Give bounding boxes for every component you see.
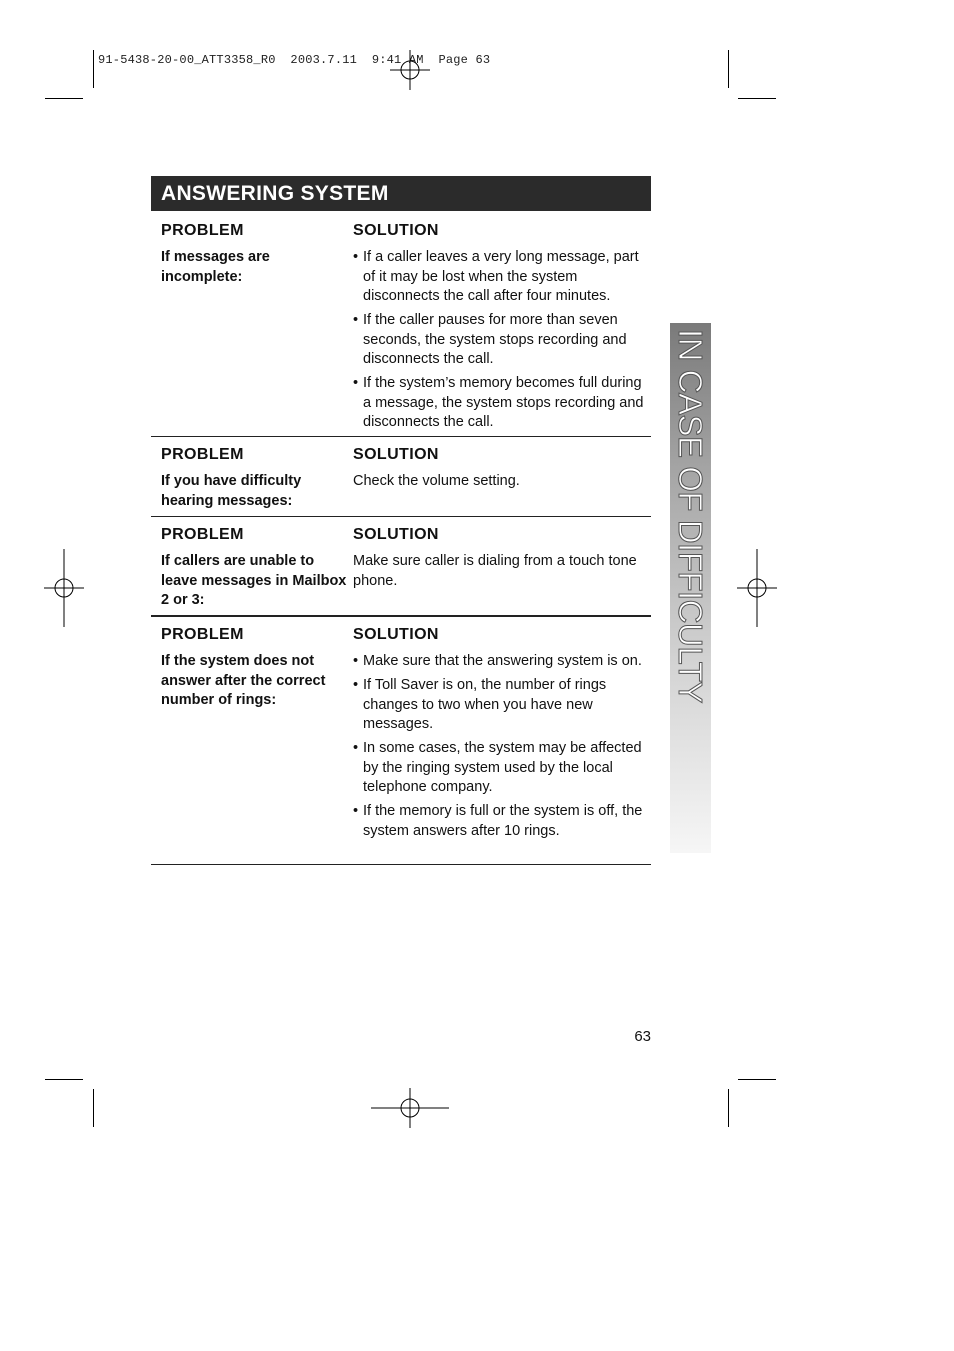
solution-label: SOLUTION bbox=[353, 446, 439, 463]
solution-text: Check the volume setting. bbox=[353, 473, 520, 489]
crop-mark bbox=[45, 1079, 83, 1080]
solution-label: SOLUTION bbox=[353, 526, 439, 543]
problem-text: If messages are incomplete: bbox=[161, 249, 270, 285]
crop-mark bbox=[93, 1089, 94, 1127]
troubleshooting-row bbox=[151, 446, 651, 514]
registration-mark-icon bbox=[371, 1088, 449, 1128]
row-divider bbox=[151, 864, 651, 865]
solution-item: • If Toll Saver is on, the number of rings changes to two when you have new messages. bbox=[353, 676, 653, 735]
crop-mark bbox=[738, 98, 776, 99]
row-divider bbox=[151, 516, 651, 517]
solution-item: • If a caller leaves a very long message, part of it may be lost when the system disconnects the call after four minutes. bbox=[353, 248, 653, 307]
problem-text: If you have difficulty hearing messages: bbox=[161, 473, 302, 509]
problem-label: PROBLEM bbox=[161, 446, 244, 463]
section-header: ANSWERING SYSTEM bbox=[151, 176, 651, 211]
solution-item: • If the caller pauses for more than seven seconds, the system stops recording and disconnects the call. bbox=[353, 311, 653, 370]
problem-label: PROBLEM bbox=[161, 222, 244, 239]
solution-list bbox=[353, 652, 653, 846]
solution-item: • If the system’s memory becomes full during a message, the system stops recording and disconnects the call. bbox=[353, 374, 653, 433]
problem-text: If the system does not answer after the correct number of rings: bbox=[161, 653, 326, 708]
solution-text: Make sure caller is dialing from a touch tone phone. bbox=[353, 553, 637, 589]
solution-list bbox=[353, 248, 653, 437]
solution-label: SOLUTION bbox=[353, 626, 439, 643]
troubleshooting-row bbox=[151, 626, 651, 862]
troubleshooting-row bbox=[151, 526, 651, 614]
crop-mark bbox=[45, 98, 83, 99]
registration-mark-icon bbox=[44, 549, 84, 627]
solution-item: • If the memory is full or the system is off, the system answers after 10 rings. bbox=[353, 802, 653, 841]
crop-mark bbox=[728, 50, 729, 88]
row-divider bbox=[151, 436, 651, 437]
registration-mark-icon bbox=[390, 50, 430, 90]
crop-mark bbox=[738, 1079, 776, 1080]
row-divider bbox=[151, 615, 651, 617]
registration-mark-icon bbox=[737, 549, 777, 627]
page-number: 63 bbox=[634, 1028, 651, 1045]
solution-item: • Make sure that the answering system is on. bbox=[353, 652, 653, 672]
side-tab-title: IN CASE OF DIFFICULTY bbox=[672, 329, 709, 703]
crop-mark bbox=[93, 50, 94, 88]
print-slug: 91-5438-20-00_ATT3358_R0 2003.7.11 9:41 AM Page 63 bbox=[98, 53, 491, 67]
crop-mark bbox=[728, 1089, 729, 1127]
problem-label: PROBLEM bbox=[161, 526, 244, 543]
solution-label: SOLUTION bbox=[353, 222, 439, 239]
problem-text: If callers are unable to leave messages in Mailbox 2 or 3: bbox=[161, 553, 347, 608]
troubleshooting-row bbox=[151, 222, 651, 434]
problem-label: PROBLEM bbox=[161, 626, 244, 643]
side-tab bbox=[670, 323, 711, 853]
solution-item: • In some cases, the system may be affected by the ringing system used by the local telephone company. bbox=[353, 739, 653, 798]
